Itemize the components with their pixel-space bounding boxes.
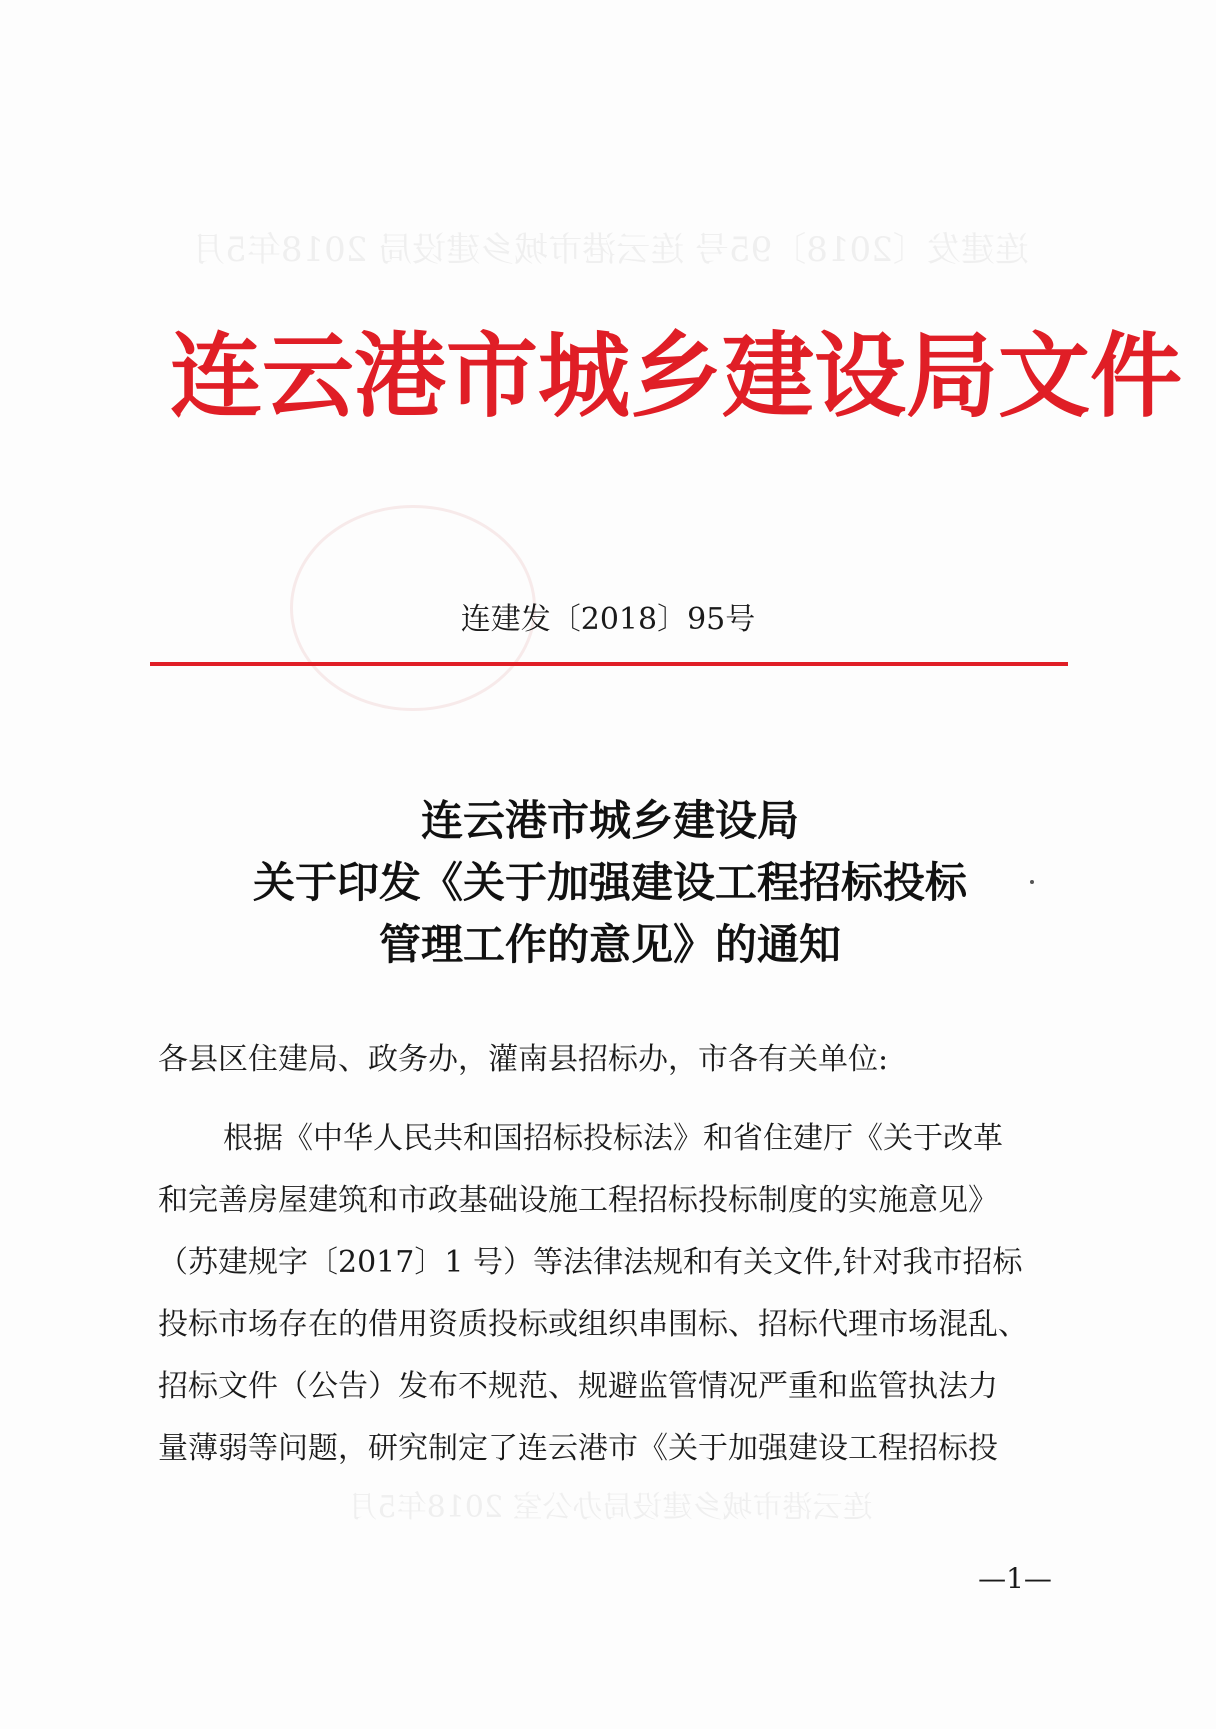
masthead-title: 连云港市城乡建设局文件 — [170, 322, 1183, 430]
title-line: 连云港市城乡建设局 — [420, 796, 799, 845]
red-divider-line — [150, 662, 1068, 666]
body-paragraph — [158, 1108, 1078, 1480]
body-line: 和完善房屋建筑和市政基础设施工程招标投标制度的实施意见》 — [158, 1183, 998, 1218]
body-line: 投标市场存在的借用资质投标或组织串围标、招标代理市场混乱、 — [158, 1307, 1028, 1342]
bleed-through-text-top: 连建发〔2018〕95号 连云港市城乡建设局 2018年5月 — [191, 230, 1029, 270]
bleed-through-text-bottom: 连云港市城乡建设局办公室 2018年5月 — [347, 1490, 873, 1525]
body-line: （苏建规字〔2017〕1 号）等法律法规和有关文件,针对我市招标 — [158, 1245, 1023, 1280]
document-title — [150, 790, 1070, 976]
body-line: 量薄弱等问题，研究制定了连云港市《关于加强建设工程招标投 — [158, 1431, 998, 1466]
page-number: —1— — [978, 1562, 1052, 1595]
body-line: 招标文件（公告）发布不规范、规避监管情况严重和监管执法力 — [158, 1369, 998, 1404]
document-number: 连建发〔2018〕95号 — [460, 602, 756, 637]
title-line: 管理工作的意见》的通知 — [378, 920, 841, 969]
body-line: 根据《中华人民共和国招标投标法》和省住建厅《关于改革 — [223, 1121, 1003, 1156]
salutation: 各县区住建局、政务办，灌南县招标办，市各有关单位: — [158, 1042, 889, 1077]
scan-dot — [1030, 880, 1034, 884]
title-line: 关于印发《关于加强建设工程招标投标 — [252, 858, 967, 907]
